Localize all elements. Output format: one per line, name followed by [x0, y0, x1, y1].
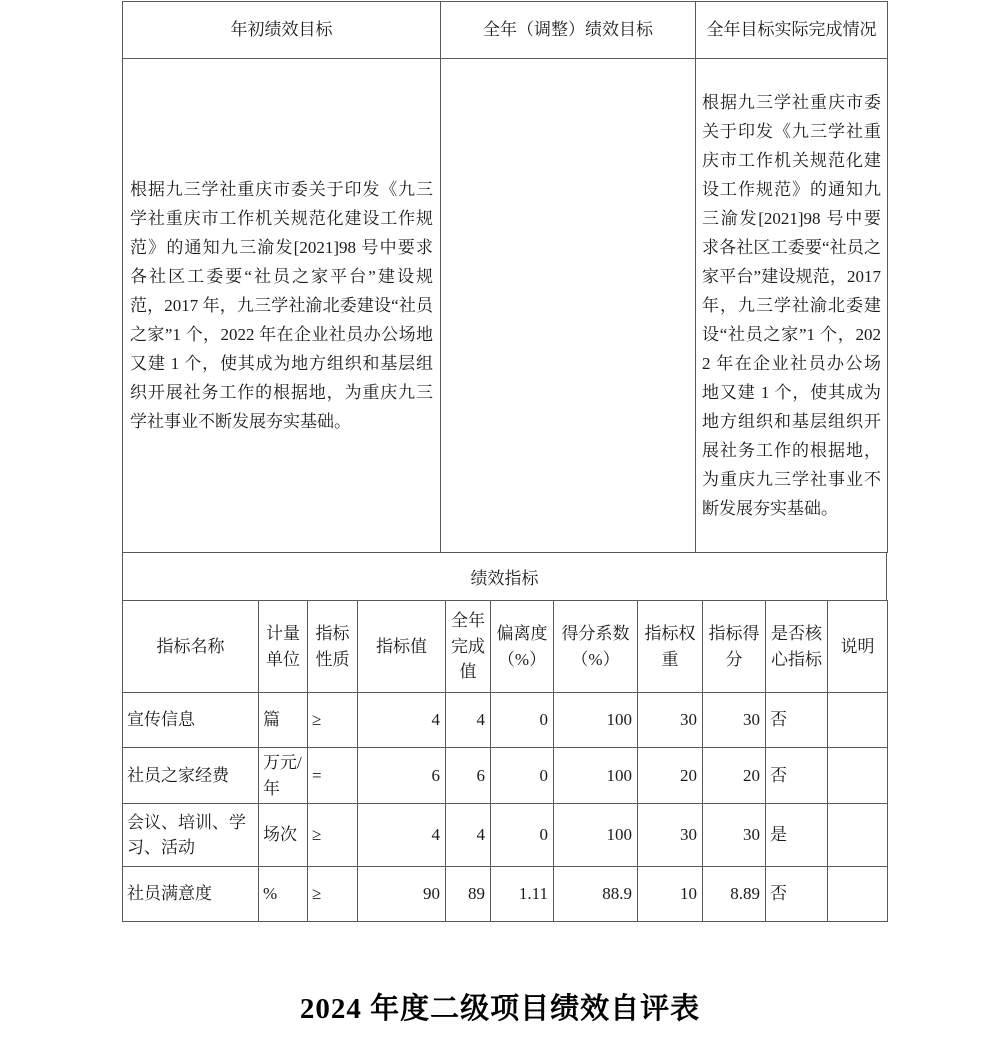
indicator-unit: 篇 — [259, 693, 308, 748]
indicator-score-coeff: 100 — [554, 804, 638, 867]
indicators-band-row — [123, 553, 887, 601]
indicators-table — [122, 600, 888, 922]
indicator-name: 会议、培训、学习、活动 — [123, 804, 259, 867]
indicator-deviation: 0 — [491, 693, 554, 748]
page-title: 2024 年度二级项目绩效自评表 — [299, 993, 701, 1025]
indicator-completed: 4 — [446, 804, 491, 867]
indicator-name: 宣传信息 — [123, 693, 259, 748]
indicator-note — [828, 804, 888, 867]
actual-completion-text: 根据九三学社重庆市委关于印发《九三学社重庆市工作机关规范化建设工作规范》的通知九三渝发[2021]98 号中要求各社区工委要“社员之家平台”建设规范，2017 年，九三学社渝北委建设“社员之家”1 个，2022 年在企业社员办公场地又建 1 个，使其成为地方组织和基层组织开展社务工作的根据地，为重庆九三学社事业不断发展夯实基础。 — [696, 59, 888, 553]
indicator-unit: % — [259, 867, 308, 922]
col-header-nature: 指标性质 — [308, 601, 358, 693]
indicator-target: 6 — [358, 748, 446, 804]
indicator-completed: 89 — [446, 867, 491, 922]
adjusted-goal-text — [441, 59, 696, 553]
goals-header-row — [123, 2, 888, 59]
col-header-name: 指标名称 — [123, 601, 259, 693]
table-row — [123, 804, 888, 867]
goals-header-actual: 全年目标实际完成情况 — [696, 2, 888, 59]
col-header-unit: 计量单位 — [259, 601, 308, 693]
indicator-target: 90 — [358, 867, 446, 922]
col-header-core: 是否核心指标 — [766, 601, 828, 693]
indicator-deviation: 1.11 — [491, 867, 554, 922]
indicator-score-coeff: 100 — [554, 748, 638, 804]
indicator-note — [828, 867, 888, 922]
goals-header-adjusted: 全年（调整）绩效目标 — [441, 2, 696, 59]
indicator-core: 否 — [766, 693, 828, 748]
table-row — [123, 693, 888, 748]
indicator-nature: ≥ — [308, 693, 358, 748]
indicator-score: 30 — [703, 804, 766, 867]
indicator-note — [828, 693, 888, 748]
indicator-core: 否 — [766, 748, 828, 804]
goals-body-row — [123, 59, 888, 553]
indicator-completed: 6 — [446, 748, 491, 804]
indicator-nature: = — [308, 748, 358, 804]
indicators-band — [122, 552, 887, 601]
col-header-note: 说明 — [828, 601, 888, 693]
self-evaluation-table — [122, 1, 887, 922]
col-header-weight: 指标权重 — [638, 601, 703, 693]
indicator-name: 社员满意度 — [123, 867, 259, 922]
indicator-target: 4 — [358, 693, 446, 748]
indicator-score-coeff: 88.9 — [554, 867, 638, 922]
table-row — [123, 867, 888, 922]
indicator-score: 8.89 — [703, 867, 766, 922]
indicator-score-coeff: 100 — [554, 693, 638, 748]
indicator-note — [828, 748, 888, 804]
indicator-weight: 10 — [638, 867, 703, 922]
indicators-header-row — [123, 601, 888, 693]
indicators-section-title: 绩效指标 — [123, 553, 887, 601]
col-header-target: 指标值 — [358, 601, 446, 693]
indicator-deviation: 0 — [491, 748, 554, 804]
indicator-deviation: 0 — [491, 804, 554, 867]
indicator-nature: ≥ — [308, 804, 358, 867]
indicator-target: 4 — [358, 804, 446, 867]
col-header-completed: 全年完成值 — [446, 601, 491, 693]
goals-table — [122, 1, 888, 553]
indicator-weight: 30 — [638, 693, 703, 748]
col-header-score: 指标得分 — [703, 601, 766, 693]
indicator-unit: 万元/年 — [259, 748, 308, 804]
indicator-score: 20 — [703, 748, 766, 804]
indicator-core: 是 — [766, 804, 828, 867]
indicator-weight: 30 — [638, 804, 703, 867]
col-header-deviation: 偏离度（%） — [491, 601, 554, 693]
indicator-core: 否 — [766, 867, 828, 922]
col-header-score-coeff: 得分系数（%） — [554, 601, 638, 693]
indicator-completed: 4 — [446, 693, 491, 748]
initial-goal-text: 根据九三学社重庆市委关于印发《九三学社重庆市工作机关规范化建设工作规范》的通知九三渝发[2021]98 号中要求各社区工委要“社员之家平台”建设规范，2017 年，九三学社渝北委建设“社员之家”1 个，2022 年在企业社员办公场地又建 1 个，使其成为地方组织和基层组织开展社务工作的根据地，为重庆九三学社事业不断发展夯实基础。 — [123, 59, 441, 553]
table-row — [123, 748, 888, 804]
indicator-nature: ≥ — [308, 867, 358, 922]
indicator-name: 社员之家经费 — [123, 748, 259, 804]
goals-header-initial: 年初绩效目标 — [123, 2, 441, 59]
indicator-weight: 20 — [638, 748, 703, 804]
indicator-unit: 场次 — [259, 804, 308, 867]
indicator-score: 30 — [703, 693, 766, 748]
